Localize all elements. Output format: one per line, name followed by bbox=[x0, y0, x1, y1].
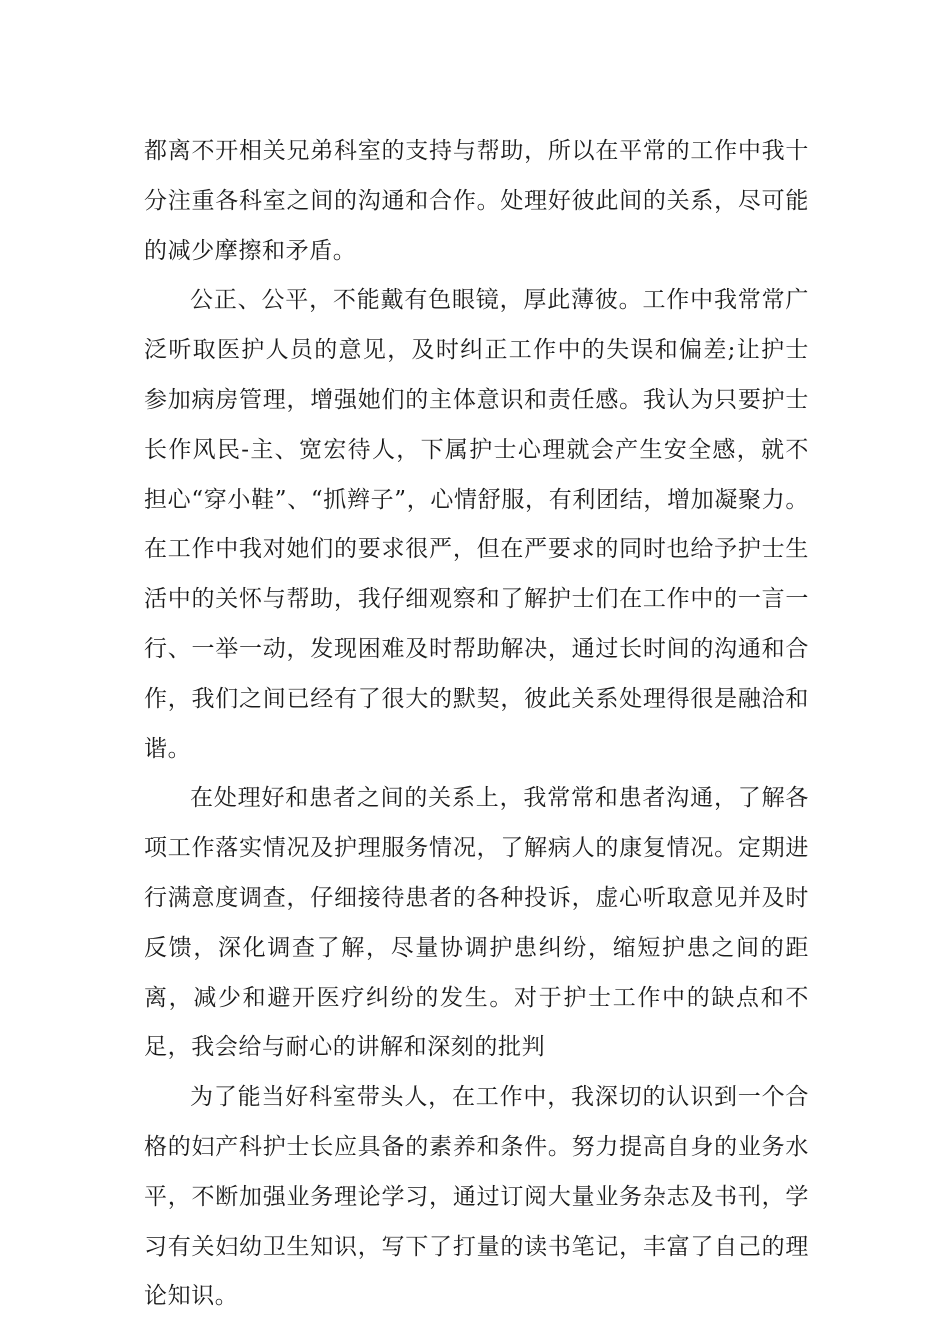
paragraph-1: 都离不开相关兄弟科室的支持与帮助，所以在平常的工作中我十分注重各科室之间的沟通和合作。处理好彼此间的关系，尽可能的减少摩擦和矛盾。 bbox=[144, 138, 809, 264]
document-body bbox=[144, 127, 809, 1322]
paragraph-2: 公正、公平，不能戴有色眼镜，厚此薄彼。工作中我常常广泛听取医护人员的意见，及时纠正工作中的失误和偏差;让护士参加病房管理，增强她们的主体意识和责任感。我认为只要护士长作风民-主、宽宏待人，下属护士心理就会产生安全感，就不担心“穿小鞋”、“抓辫子”，心情舒服，有利团结，增加凝聚力。在工作中我对她们的要求很严，但在严要求的同时也给予护士生活中的关怀与帮助，我仔细观察和了解护士们在工作中的一言一行、一举一动，发现困难及时帮助解决，通过长时间的沟通和合作，我们之间已经有了很大的默契，彼此关系处理得很是融洽和谐。 bbox=[144, 287, 809, 762]
paragraph-4: 为了能当好科室带头人，在工作中，我深切的认识到一个合格的妇产科护士长应具备的素养和条件。努力提高自身的业务水平，不断加强业务理论学习，通过订阅大量业务杂志及书刊，学习有关妇幼卫生知识，写下了打量的读书笔记，丰富了自己的理论知识。 bbox=[144, 1084, 809, 1310]
paragraph-3: 在处理好和患者之间的关系上，我常常和患者沟通，了解各项工作落实情况及护理服务情况，了解病人的康复情况。定期进行满意度调查，仔细接待患者的各种投诉，虚心听取意见并及时反馈，深化调查了解，尽量协调护患纠纷，缩短护患之间的距离，减少和避开医疗纠纷的发生。对于护士工作中的缺点和不足，我会给与耐心的讲解和深刻的批判 bbox=[144, 785, 809, 1061]
